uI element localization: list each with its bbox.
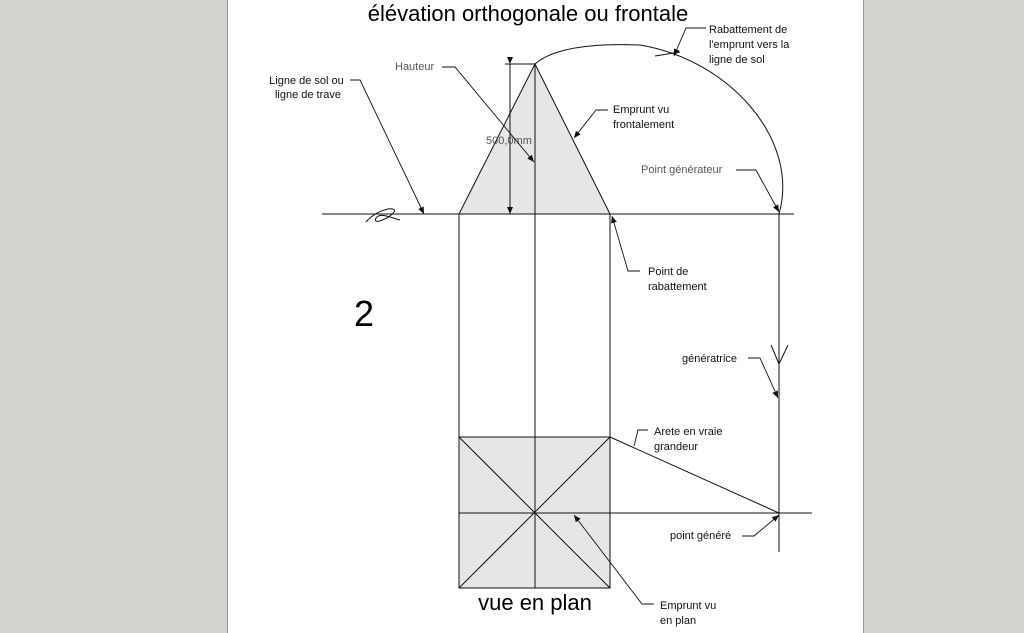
leader-point-rabattement [612,216,640,271]
label-point-generateur: Point générateur [641,164,723,176]
label-emprunt-frontal: Emprunt vu frontalement [613,104,675,131]
label-point-rabattement: Point de rabattement [648,266,707,293]
leader-ligne-sol [350,80,424,214]
label-rabattement: Rabattement de l'emprunt vers la ligne de sol [709,24,790,66]
label-point-genere: point généré [670,530,732,542]
leader-point-generateur [736,170,779,212]
label-hauteur: Hauteur [395,61,435,73]
break-symbol [366,209,400,222]
drawing-title: élévation orthogonale ou frontale [367,1,689,26]
label-arete: Arete en vraie grandeur [654,426,723,453]
leader-generatrice [748,358,778,398]
plan-title: vue en plan [478,590,592,615]
leader-arete [634,430,648,446]
label-emprunt-plan: Emprunt vu en plan [660,600,717,627]
leader-emprunt-frontal [574,110,608,138]
figure-number: 2 [353,293,375,334]
label-generatrice: génératrice [682,353,738,365]
height-dimension-value: 500,0mm [486,135,532,147]
tick-rabattement [655,52,680,56]
leader-point-genere [742,515,779,536]
label-ligne-sol: Ligne de sol ou ligne de trave [269,75,344,101]
